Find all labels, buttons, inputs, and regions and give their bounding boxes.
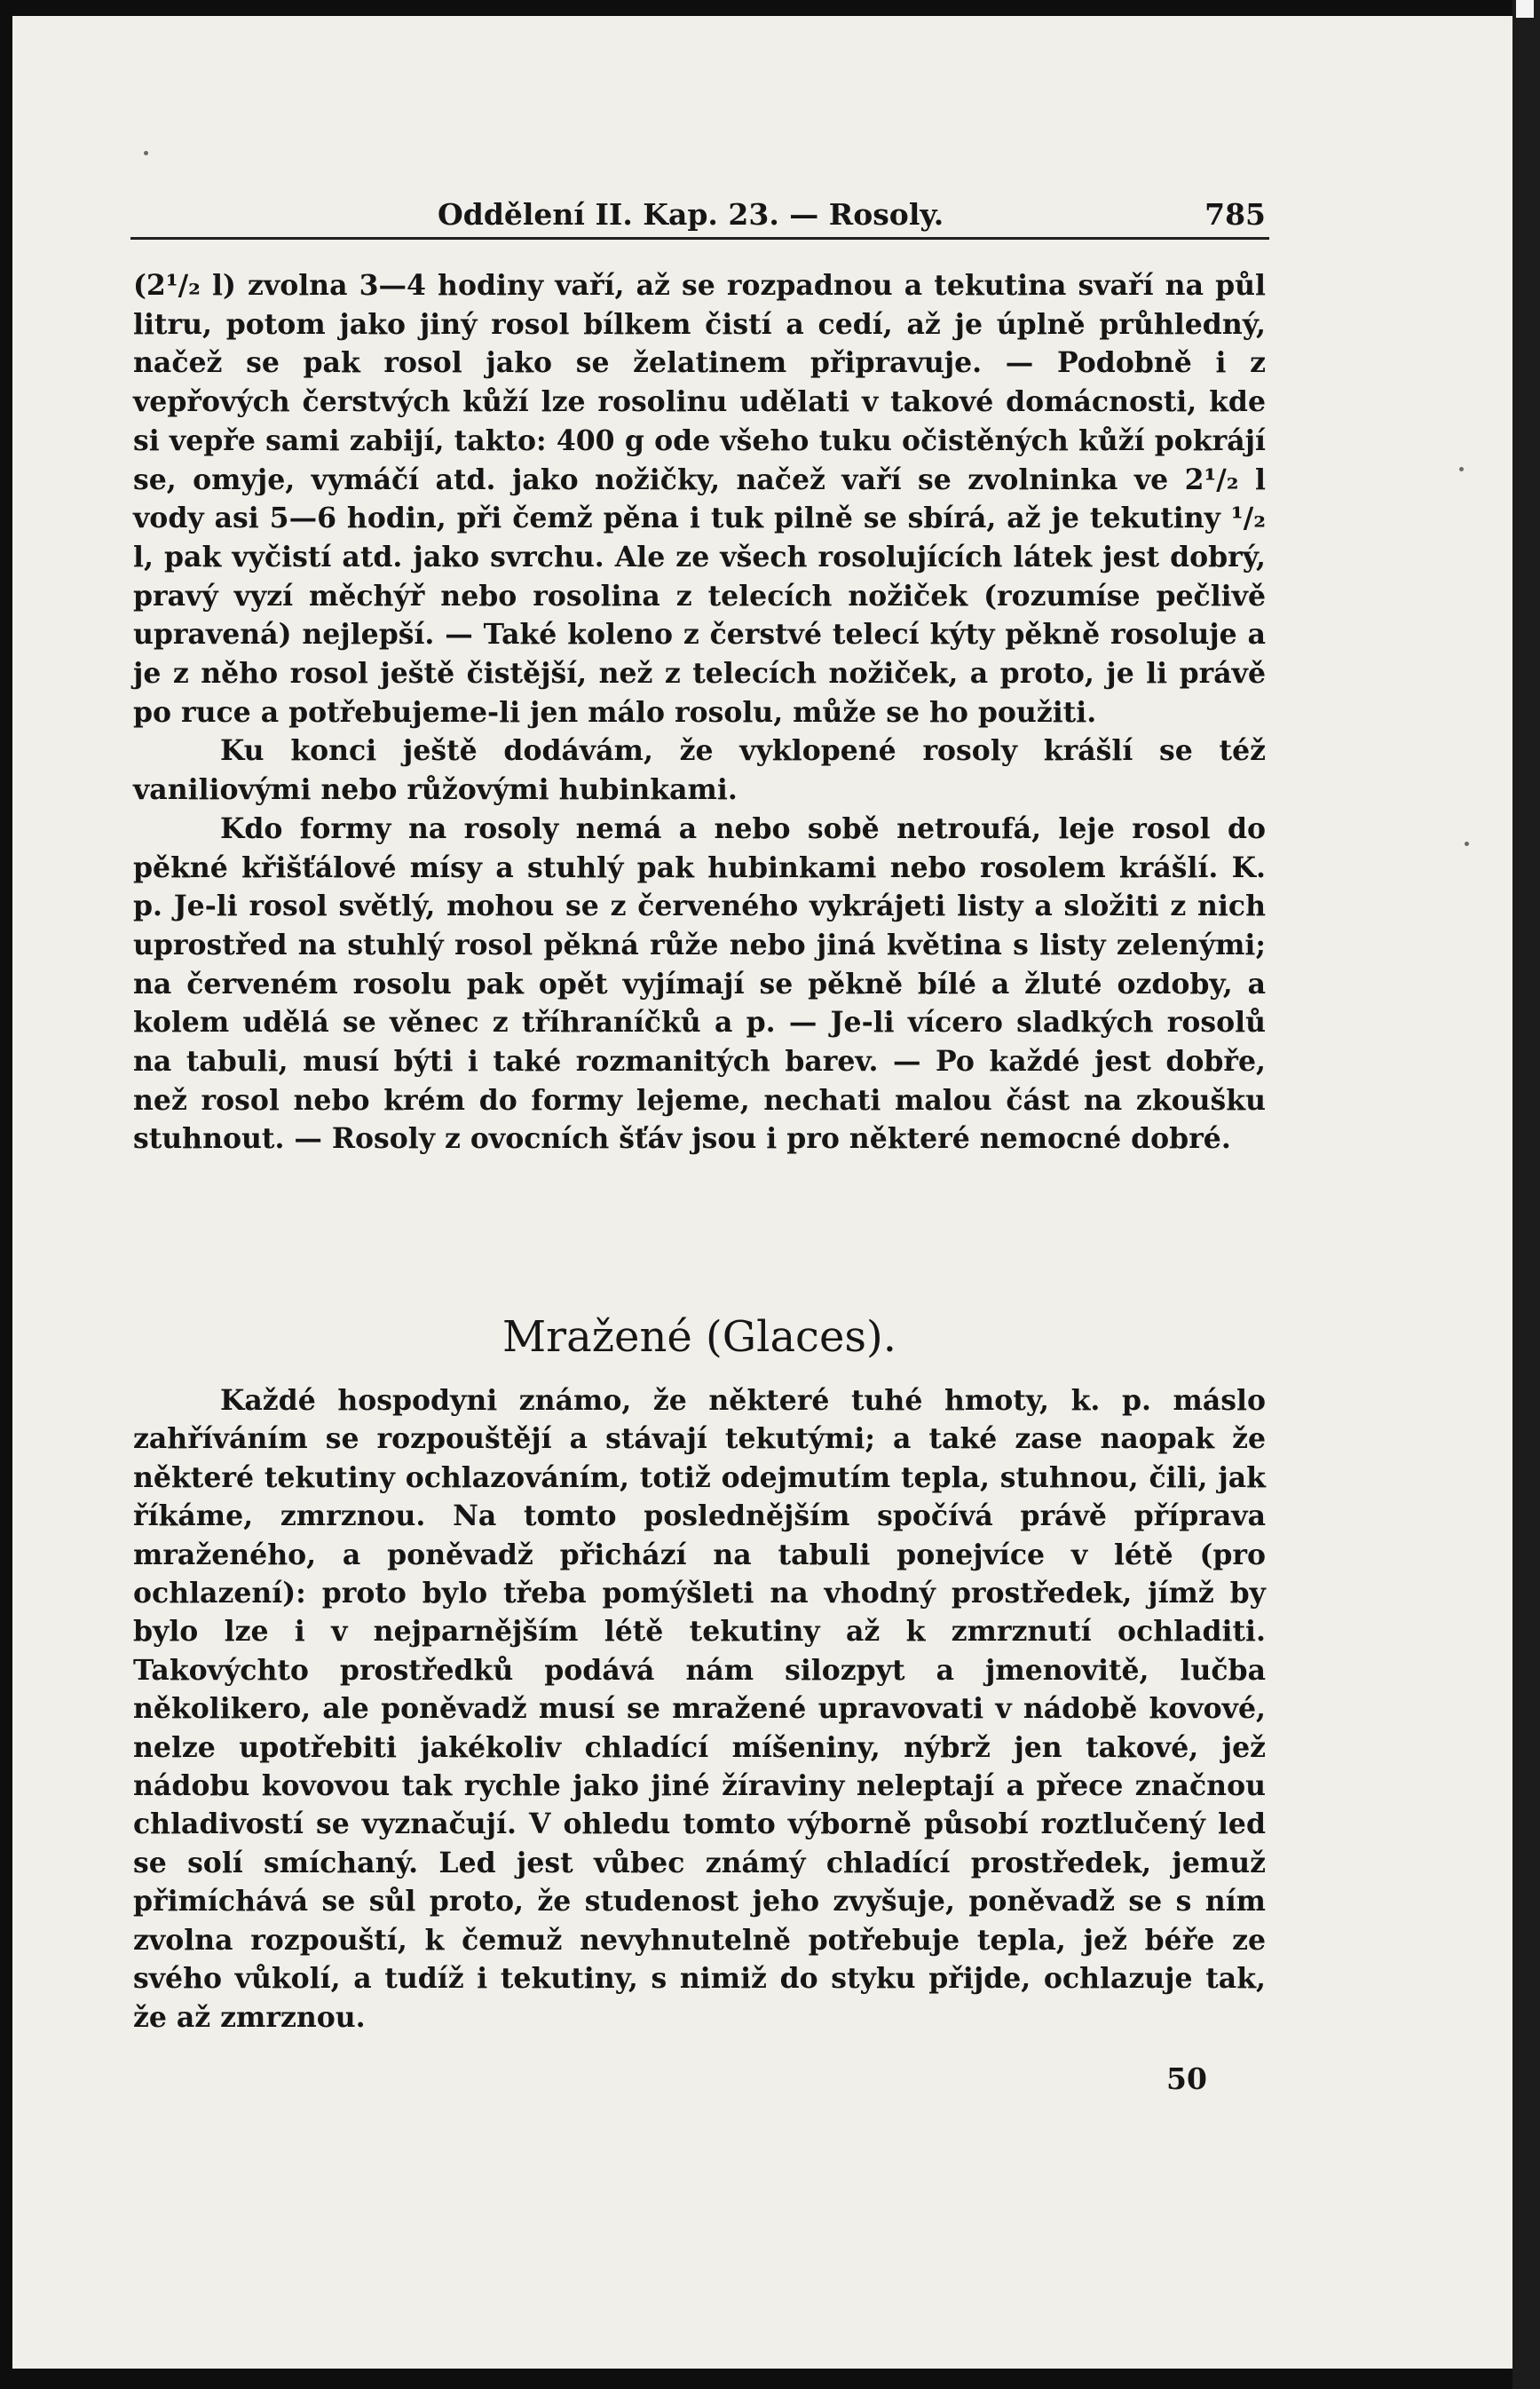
paragraph: Ku konci ještě dodávám, že vyklopené rosoly krášlí se též vaniliovými nebo růžovými hubinkami. xyxy=(133,734,1266,807)
paragraph: Kdo formy na rosoly nemá a nebo sobě netroufá, leje rosol do pěkné křišťálové mísy a stuhlý pak hubinkami nebo rosolem krášlí. K. p. Je-li rosol světlý, mohou se z červeného vykrájeti listy a složiti z nich uprostřed na stuhlý rosol pěkná růže nebo jiná květina s listy zelenými; na červeném rosolu pak opět vyjímají se pěkně bílé a žluté ozdoby, a kolem udělá se věnec z tříhraníčků a p. — Je-li vícero sladkých rosolů na tabuli, musí býti i také rozmanitých barev. — Po každé jest dobře, než rosol nebo krém do formy lejeme, nechati malou část na zkoušku stuhnout. — Rosoly z ovocních šťáv jsou i pro některé nemocné dobré. xyxy=(133,811,1266,1156)
paragraph: (2¹/₂ l) zvolna 3—4 hodiny vaří, až se rozpadnou a tekutina svaří na půl litru, potom jako jiný rosol bílkem čistí a cedí, až je úplně průhledný, načež se pak rosol jako se želatinem připravuje. — Podobně i z vepřových čerstvých kůží lze rosolinu udělati v takové domácnosti, kde si vepře sami zabijí, takto: 400 g ode všeho tuku očistěných kůží pokrájí se, omyje, vymáčí atd. jako nožičky, načež vaří se zvolninka ve 2¹/₂ l vody asi 5—6 hodin, při čemž pěna i tuk pilně se sbírá, až je tekutiny ¹/₂ l, pak vyčistí atd. jako svrchu. Ale ze všech rosolujících látek jest dobrý, pravý vyzí měchýř nebo rosolina z telecích nožiček (rozumíse pečlivě upravená) nejlepší. — Také koleno z čerstvé telecí kýty pěkně rosoluje a je z něho rosol ještě čistější, než z telecích nožiček, a proto, je li právě po ruce a potřebujeme-li jen málo rosolu, může se ho použiti. xyxy=(133,269,1266,729)
body-text-rosoly xyxy=(133,266,1266,1159)
paper-speck xyxy=(144,151,148,155)
header-section-title: Oddělení II. Kap. 23. — Rosoly. xyxy=(438,197,944,232)
body-text-mrazene xyxy=(133,1381,1266,2037)
scan-border xyxy=(1512,0,1540,2389)
book-page xyxy=(12,16,1512,2369)
running-header xyxy=(133,197,1266,236)
paper-speck xyxy=(1459,467,1464,471)
section-heading: Mražené (Glaces). xyxy=(502,1312,896,1362)
page-number: 785 xyxy=(1204,197,1266,232)
header-rule xyxy=(130,237,1269,240)
signature-mark: 50 xyxy=(1166,2061,1207,2096)
paragraph: Každé hospodyni známo, že některé tuhé hmoty, k. p. máslo zahříváním se rozpouštějí a stávají tekutými; a také zase naopak že některé tekutiny ochlazováním, totiž odejmutím tepla, stuhnou, čili, jak říkáme, zmrznou. Na tomto poslednějším spočívá právě příprava mraženého, a poněvadž přichází na tabuli ponejvíce v létě (pro ochlazení): proto bylo třeba pomýšleti na vhodný prostředek, jímž by bylo lze i v nejparnějším létě tekutiny až k zmrznutí ochladiti. Takovýchto prostředků podává nám silozpyt a jmenovitě, lučba několikero, ale poněvadž musí se mražené upravovati v nádobě kovové, nelze upotřebiti jakékoliv chladící míšeniny, nýbrž jen takové, jež nádobu kovovou tak rychle jako jiné žíraviny neleptají a přece značnou chladivostí se vyznačují. V ohledu tomto výborně působí roztlučený led se solí smíchaný. Led jest vůbec známý chladící prostředek, jemuž přimíchává se sůl proto, že studenost jeho zvyšuje, poněvadž se s ním zvolna rozpouští, k čemuž nevyhnutelně potřebuje tepla, jež béře ze svého vůkolí, a tudíž i tekutiny, s nimiž do styku přijde, ochlazuje tak, že až zmrznou. xyxy=(133,1384,1266,2034)
scan-artifact xyxy=(1516,0,1534,18)
paper-speck xyxy=(1465,842,1469,846)
